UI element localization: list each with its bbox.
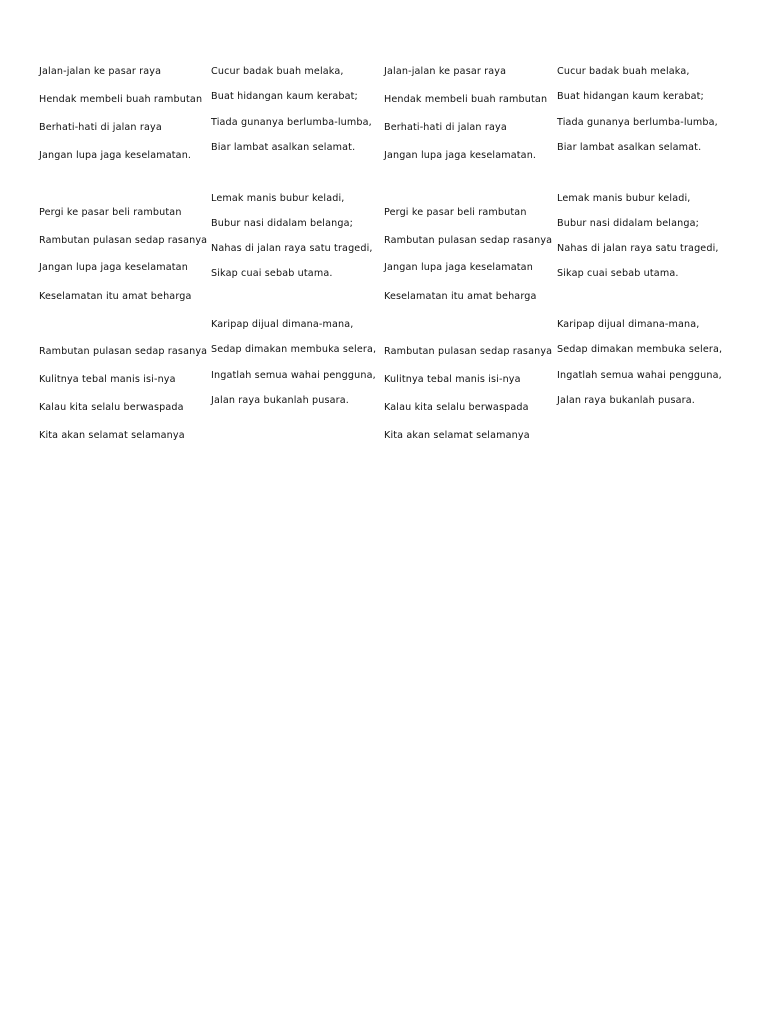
pantun-line: Jangan lupa jaga keselamatan. [384,150,537,161]
pantun-line: Sikap cuai sebab utama. [211,268,333,279]
pantun-line: Jangan lupa jaga keselamatan. [39,150,192,161]
pantun-line: Rambutan pulasan sedap rasanya [39,235,208,246]
pantun-line: Nahas di jalan raya satu tragedi, [557,243,719,254]
pantun-line: Tiada gunanya berlumba-lumba, [557,117,718,128]
pantun-line: Pergi ke pasar beli rambutan [39,207,182,218]
pantun-line: Biar lambat asalkan selamat. [557,142,702,153]
pantun-line: Kulitnya tebal manis isi-nya [384,374,521,385]
pantun-line: Pergi ke pasar beli rambutan [384,207,527,218]
pantun-line: Ingatlah semua wahai pengguna, [557,370,722,381]
pantun-line: Biar lambat asalkan selamat. [211,142,356,153]
pantun-line: Buat hidangan kaum kerabat; [557,91,704,102]
pantun-line: Kita akan selamat selamanya [384,430,530,441]
pantun-line: Jalan-jalan ke pasar raya [39,66,162,77]
pantun-line: Jangan lupa jaga keselamatan [39,262,188,273]
pantun-line: Jalan-jalan ke pasar raya [384,66,507,77]
pantun-line: Berhati-hati di jalan raya [384,122,507,133]
pantun-line: Buat hidangan kaum kerabat; [211,91,358,102]
pantun-line: Rambutan pulasan sedap rasanya [39,346,208,357]
pantun-line: Hendak membeli buah rambutan [384,94,548,105]
pantun-line: Sedap dimakan membuka selera, [557,344,723,355]
pantun-line: Karipap dijual dimana-mana, [557,319,700,330]
pantun-line: Keselamatan itu amat beharga [384,291,537,302]
pantun-line: Kulitnya tebal manis isi-nya [39,374,176,385]
pantun-line: Karipap dijual dimana-mana, [211,319,354,330]
pantun-line: Rambutan pulasan sedap rasanya [384,346,553,357]
pantun-line: Keselamatan itu amat beharga [39,291,192,302]
pantun-line: Berhati-hati di jalan raya [39,122,162,133]
pantun-line: Jangan lupa jaga keselamatan [384,262,533,273]
pantun-line: Jalan raya bukanlah pusara. [211,395,349,406]
pantun-line: Nahas di jalan raya satu tragedi, [211,243,373,254]
pantun-line: Cucur badak buah melaka, [211,66,344,77]
pantun-line: Hendak membeli buah rambutan [39,94,203,105]
pantun-line: Cucur badak buah melaka, [557,66,690,77]
pantun-line: Kalau kita selalu berwaspada [384,402,529,413]
pantun-line: Jalan raya bukanlah pusara. [557,395,695,406]
pantun-line: Lemak manis bubur keladi, [211,193,345,204]
pantun-line: Tiada gunanya berlumba-lumba, [211,117,372,128]
pantun-line: Lemak manis bubur keladi, [557,193,691,204]
pantun-line: Bubur nasi didalam belanga; [211,218,354,229]
pantun-line: Kita akan selamat selamanya [39,430,185,441]
pantun-line: Kalau kita selalu berwaspada [39,402,184,413]
pantun-line: Sedap dimakan membuka selera, [211,344,377,355]
pantun-line: Rambutan pulasan sedap rasanya [384,235,553,246]
pantun-line: Ingatlah semua wahai pengguna, [211,370,376,381]
pantun-line: Sikap cuai sebab utama. [557,268,679,279]
pantun-line: Bubur nasi didalam belanga; [557,218,700,229]
